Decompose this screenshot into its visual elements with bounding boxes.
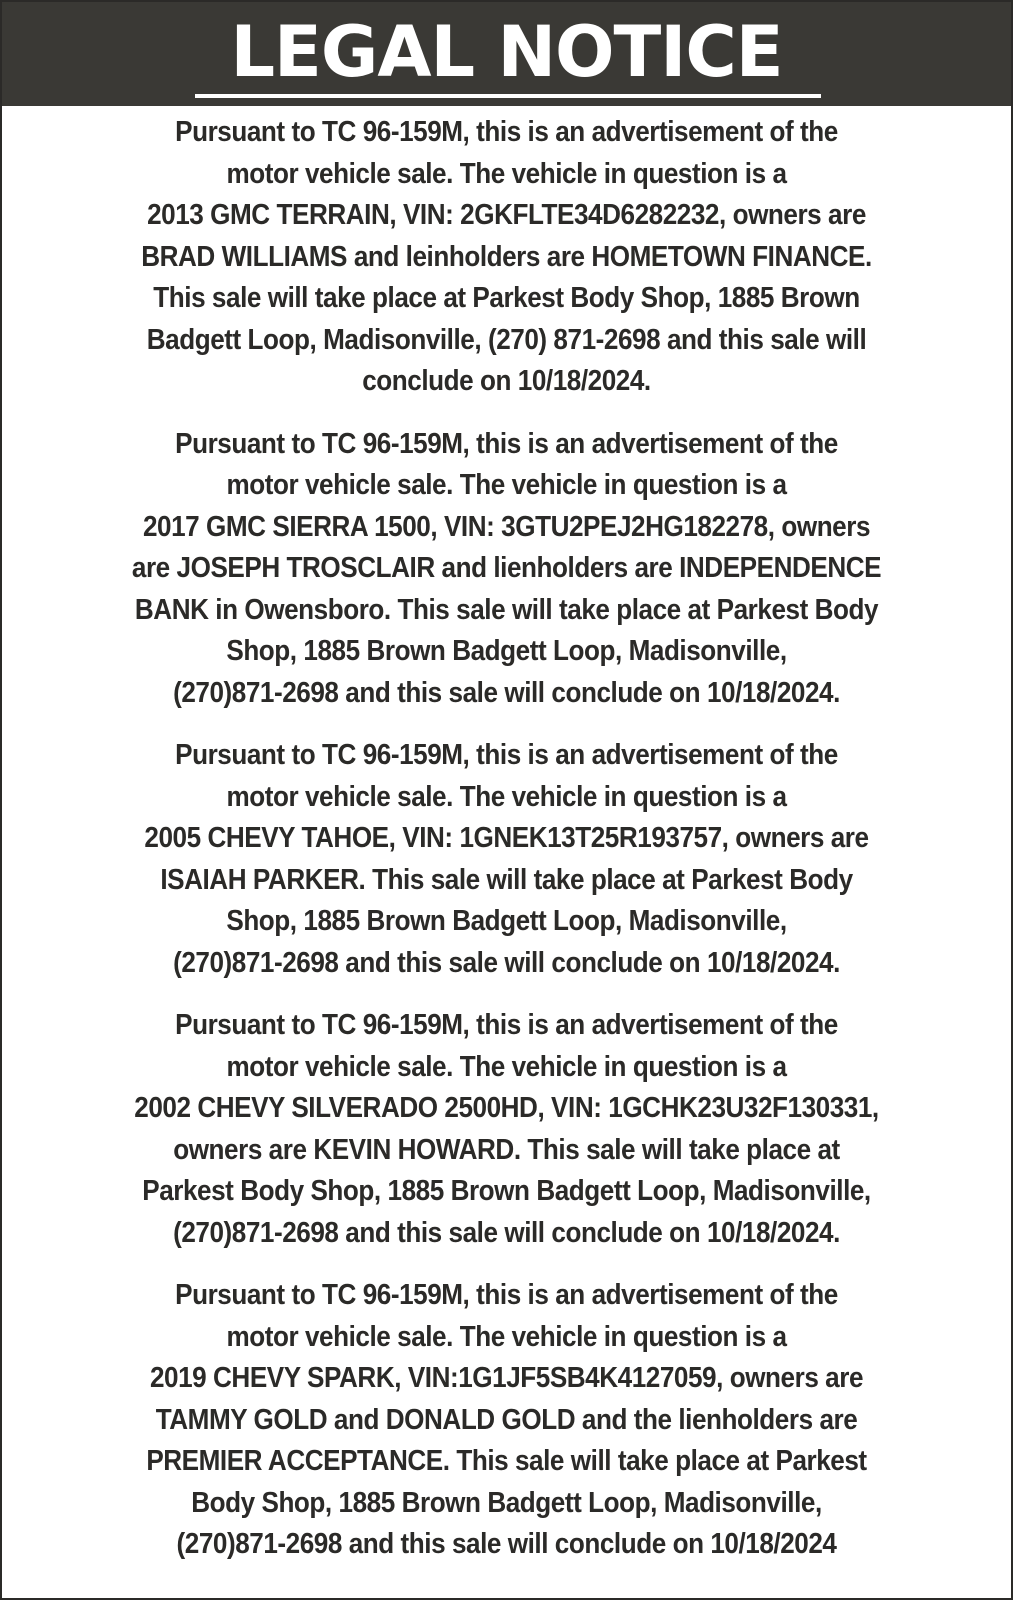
notice-line: motor vehicle sale. The vehicle in question is a [226, 469, 787, 501]
notice-line: Shop, 1885 Brown Badgett Loop, Madisonville, [226, 635, 787, 667]
notice-line: 2019 CHEVY SPARK, VIN:1G1JF5SB4K4127059, owners are [149, 1362, 864, 1394]
notice-line: Badgett Loop, Madisonville, (270) 871-2698 and this sale will [146, 323, 867, 356]
notice-line: Pursuant to TC 96-159M, this is an advertisement of the [175, 739, 838, 771]
notice-line: motor vehicle sale. The vehicle in question is a [226, 1320, 787, 1353]
notice-line: (270)871-2698 and this sale will conclude on 10/18/2024 [176, 1528, 837, 1560]
notice-line: motor vehicle sale. The vehicle in question is a [226, 157, 787, 190]
notice-line: 2013 GMC TERRAIN, VIN: 2GKFLTE34D6282232, owners are [147, 199, 866, 231]
notice-line: TAMMY GOLD and DONALD GOLD and the lienholders are [155, 1403, 858, 1436]
notice-paragraph [52, 735, 960, 984]
notice-line: 2017 GMC SIERRA 1500, VIN: 3GTU2PEJ2HG182278, owners [142, 510, 871, 543]
notice-line: PREMIER ACCEPTANCE. This sale will take place at Parkest [146, 1445, 867, 1477]
notice-line: Shop, 1885 Brown Badgett Loop, Madisonville, [226, 905, 787, 937]
notice-line: BRAD WILLIAMS and leinholders are HOMETOWN FINANCE. [141, 240, 872, 273]
page-title: LEGAL NOTICE [230, 11, 783, 93]
notice-line: This sale will take place at Parkest Body Shop, 1885 Brown [153, 282, 860, 314]
notice-line: (270)871-2698 and this sale will conclude on 10/18/2024. [173, 676, 840, 709]
notice-line: owners are KEVIN HOWARD. This sale will take place at [173, 1133, 840, 1166]
notice-line: (270)871-2698 and this sale will conclude on 10/18/2024. [173, 1216, 840, 1249]
notice-line: are JOSEPH TROSCLAIR and lienholders are INDEPENDENCE [131, 552, 882, 584]
notice-line: (270)871-2698 and this sale will conclude on 10/18/2024. [173, 946, 840, 979]
notice-paragraph [52, 424, 960, 715]
notice-line: ISAIAH PARKER. This sale will take place at Parkest Body [160, 863, 853, 896]
notice-paragraph [52, 1275, 960, 1566]
notice-line: conclude on 10/18/2024. [362, 365, 651, 397]
notice-line: motor vehicle sale. The vehicle in question is a [226, 1050, 787, 1083]
notice-line: Pursuant to TC 96-159M, this is an advertisement of the [175, 427, 838, 460]
notice-line: 2005 CHEVY TAHOE, VIN: 1GNEK13T25R193757, owners are [144, 822, 869, 854]
header-banner [2, 2, 1011, 106]
notice-line: BANK in Owensboro. This sale will take place at Parkest Body [134, 593, 879, 626]
notice-line: Pursuant to TC 96-159M, this is an advertisement of the [175, 116, 838, 148]
notice-paragraph [52, 1005, 960, 1254]
notice-line: motor vehicle sale. The vehicle in question is a [226, 780, 787, 813]
notice-paragraph [52, 112, 960, 403]
notice-line: Parkest Body Shop, 1885 Brown Badgett Loop, Madisonville, [142, 1175, 871, 1207]
notice-line: Pursuant to TC 96-159M, this is an advertisement of the [175, 1009, 838, 1041]
notices-body [2, 112, 1011, 1587]
notice-line: Pursuant to TC 96-159M, this is an advertisement of the [175, 1279, 838, 1311]
notice-line: Body Shop, 1885 Brown Badgett Loop, Madisonville, [191, 1486, 822, 1519]
title-underline [195, 94, 821, 98]
notice-line: 2002 CHEVY SILVERADO 2500HD, VIN: 1GCHK23U32F130331, [134, 1092, 879, 1124]
